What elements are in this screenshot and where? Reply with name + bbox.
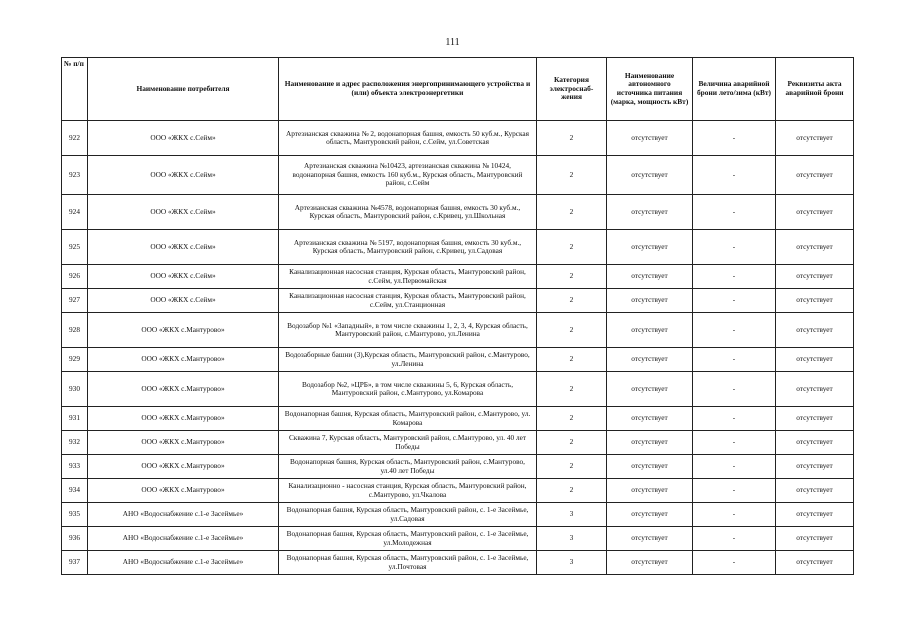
cell-act: отсутствует: [776, 348, 854, 372]
cell-source: отсутствует: [607, 479, 693, 503]
cell-source: отсутствует: [607, 455, 693, 479]
cell-source: отсутствует: [607, 230, 693, 265]
cell-num: 937: [62, 551, 88, 575]
cell-act: отсутствует: [776, 455, 854, 479]
cell-consumer: ООО «ЖКХ с.Мантурово»: [88, 348, 279, 372]
cell-source: отсутствует: [607, 195, 693, 230]
cell-consumer: АНО «Водоснабжение с.1-е Засеймье»: [88, 551, 279, 575]
header-consumer: Наименование потребителя: [88, 58, 279, 121]
cell-num: 935: [62, 503, 88, 527]
cell-act: отсутствует: [776, 431, 854, 455]
cell-reserve: -: [693, 348, 776, 372]
table-row: [62, 503, 854, 527]
cell-reserve: -: [693, 156, 776, 195]
cell-category: 3: [537, 527, 607, 551]
cell-address: Артезианская скважина № 2, водонапорная башня, емкость 50 куб.м., Курская область, Мантуровский район, с.Сейм, ул.Советская: [279, 121, 537, 156]
cell-category: 2: [537, 289, 607, 313]
header-object: Наименование и адрес расположения энергопринимающего устройства и (или) объекта электроэнергетики: [279, 58, 537, 121]
cell-category: 2: [537, 265, 607, 289]
cell-consumer: ООО «ЖКХ с.Мантурово»: [88, 455, 279, 479]
cell-category: 2: [537, 195, 607, 230]
cell-category: 2: [537, 455, 607, 479]
cell-category: 2: [537, 372, 607, 407]
cell-num: 929: [62, 348, 88, 372]
table-row: [62, 156, 854, 195]
cell-act: отсутствует: [776, 265, 854, 289]
header-act: Реквизиты акта аварийной брони: [776, 58, 854, 121]
cell-address: Водозабор №1 «Западный», в том числе скважины 1, 2, 3, 4, Курская область, Мантуровский район, с.Мантурово, ул.Ленина: [279, 313, 537, 348]
cell-address: Канализационно - насосная станция, Курская область, Мантуровский район, с.Мантурово, ул.Чкалова: [279, 479, 537, 503]
cell-reserve: -: [693, 230, 776, 265]
cell-num: 931: [62, 407, 88, 431]
cell-act: отсутствует: [776, 156, 854, 195]
table-row: [62, 372, 854, 407]
cell-source: отсутствует: [607, 372, 693, 407]
cell-act: отсутствует: [776, 407, 854, 431]
table-row: [62, 265, 854, 289]
cell-consumer: ООО «ЖКХ с.Сейм»: [88, 156, 279, 195]
header-reserve: Величина аварийной брони лето/зима (кВт): [693, 58, 776, 121]
cell-num: 925: [62, 230, 88, 265]
cell-reserve: -: [693, 372, 776, 407]
table-row: [62, 527, 854, 551]
cell-num: 926: [62, 265, 88, 289]
cell-source: отсутствует: [607, 289, 693, 313]
table-row: [62, 479, 854, 503]
cell-address: Водозабор №2, »ЦРБ», в том числе скважины 5, 6, Курская область, Мантуровский район, с.Мантурово, ул.Комарова: [279, 372, 537, 407]
cell-num: 933: [62, 455, 88, 479]
cell-source: отсутствует: [607, 551, 693, 575]
cell-address: Артезианская скважина № 5197, водонапорная башня, емкость 30 куб.м., Курская область, Мантуровский район, с.Кривец, ул.Садовая: [279, 230, 537, 265]
cell-act: отсутствует: [776, 527, 854, 551]
page-number: 111: [445, 37, 460, 48]
cell-reserve: -: [693, 479, 776, 503]
cell-category: 3: [537, 503, 607, 527]
cell-consumer: ООО «ЖКХ с.Сейм»: [88, 121, 279, 156]
cell-num: 928: [62, 313, 88, 348]
cell-address: Водонапорная башня, Курская область, Мантуровский район, с. 1-е Засеймье, ул.Молодежная: [279, 527, 537, 551]
cell-num: 934: [62, 479, 88, 503]
table-row: [62, 348, 854, 372]
cell-num: 930: [62, 372, 88, 407]
cell-address: Скважина 7, Курская область, Мантуровский район, с.Мантурово, ул. 40 лет Победы: [279, 431, 537, 455]
cell-reserve: -: [693, 195, 776, 230]
cell-consumer: ООО «ЖКХ с.Мантурово»: [88, 372, 279, 407]
cell-source: отсутствует: [607, 313, 693, 348]
table-row: [62, 121, 854, 156]
cell-act: отсутствует: [776, 313, 854, 348]
cell-consumer: ООО «ЖКХ с.Мантурово»: [88, 479, 279, 503]
cell-category: 2: [537, 431, 607, 455]
table-row: [62, 455, 854, 479]
cell-reserve: -: [693, 289, 776, 313]
cell-num: 924: [62, 195, 88, 230]
cell-source: отсутствует: [607, 156, 693, 195]
cell-consumer: ООО «ЖКХ с.Сейм»: [88, 230, 279, 265]
cell-reserve: -: [693, 527, 776, 551]
header-category: Категория электроснаб-жения: [537, 58, 607, 121]
cell-category: 2: [537, 407, 607, 431]
cell-act: отсутствует: [776, 195, 854, 230]
cell-category: 2: [537, 156, 607, 195]
cell-consumer: ООО «ЖКХ с.Мантурово»: [88, 407, 279, 431]
cell-act: отсутствует: [776, 372, 854, 407]
cell-category: 2: [537, 121, 607, 156]
cell-act: отсутствует: [776, 479, 854, 503]
cell-act: отсутствует: [776, 503, 854, 527]
table-body: [62, 121, 854, 575]
cell-category: 3: [537, 551, 607, 575]
cell-reserve: -: [693, 121, 776, 156]
table-row: [62, 195, 854, 230]
table-row: [62, 289, 854, 313]
cell-address: Водонапорная башня, Курская область, Мантуровский район, с.Мантурово, ул.40 лет Победы: [279, 455, 537, 479]
cell-address: Водонапорная башня, Курская область, Мантуровский район, с. 1-е Засеймье, ул.Почтовая: [279, 551, 537, 575]
cell-reserve: -: [693, 503, 776, 527]
cell-act: отсутствует: [776, 230, 854, 265]
table-row: [62, 313, 854, 348]
cell-address: Канализационная насосная станция, Курская область, Мантуровский район, с.Сейм, ул.Первомайская: [279, 265, 537, 289]
cell-num: 936: [62, 527, 88, 551]
cell-address: Артезианская скважина №10423, артезианская скважина № 10424, водонапорная башня, емкость 160 куб.м., Курская область, Мантуровский район, с.Сейм: [279, 156, 537, 195]
table-row: [62, 551, 854, 575]
cell-source: отсутствует: [607, 265, 693, 289]
cell-category: 2: [537, 313, 607, 348]
cell-num: 923: [62, 156, 88, 195]
cell-source: отсутствует: [607, 121, 693, 156]
cell-address: Канализационная насосная станция, Курская область, Мантуровский район, с.Сейм, ул.Станционная: [279, 289, 537, 313]
registry-table: [61, 57, 854, 575]
cell-consumer: ООО «ЖКХ с.Сейм»: [88, 289, 279, 313]
cell-consumer: ООО «ЖКХ с.Мантурово»: [88, 431, 279, 455]
cell-num: 932: [62, 431, 88, 455]
header-num: № п/п: [62, 58, 88, 121]
table-header: [62, 58, 854, 121]
header-source: Наименование автономного источника питания (марка, мощность кВт): [607, 58, 693, 121]
cell-address: Водонапорная башня, Курская область, Мантуровский район, с. 1-е Засеймье, ул.Садовая: [279, 503, 537, 527]
cell-category: 2: [537, 479, 607, 503]
cell-consumer: АНО «Водоснабжение с.1-е Засеймье»: [88, 527, 279, 551]
cell-act: отсутствует: [776, 551, 854, 575]
cell-source: отсутствует: [607, 431, 693, 455]
cell-address: Артезианская скважина №4578, водонапорная башня, емкость 30 куб.м., Курская область, Мантуровский район, с.Кривец, ул.Школьная: [279, 195, 537, 230]
cell-address: Водонапорная башня, Курская область, Мантуровский район, с.Мантурово, ул. Комарова: [279, 407, 537, 431]
cell-reserve: -: [693, 265, 776, 289]
cell-reserve: -: [693, 455, 776, 479]
cell-source: отсутствует: [607, 348, 693, 372]
table-row: [62, 407, 854, 431]
cell-category: 2: [537, 348, 607, 372]
cell-address: Водозаборные башни (3),Курская область, Мантуровский район, с.Мантурово, ул.Ленина: [279, 348, 537, 372]
cell-num: 927: [62, 289, 88, 313]
cell-reserve: -: [693, 431, 776, 455]
cell-source: отсутствует: [607, 407, 693, 431]
cell-source: отсутствует: [607, 527, 693, 551]
cell-num: 922: [62, 121, 88, 156]
cell-source: отсутствует: [607, 503, 693, 527]
cell-reserve: -: [693, 313, 776, 348]
cell-consumer: ООО «ЖКХ с.Мантурово»: [88, 313, 279, 348]
cell-category: 2: [537, 230, 607, 265]
cell-consumer: ООО «ЖКХ с.Сейм»: [88, 195, 279, 230]
cell-reserve: -: [693, 407, 776, 431]
table-row: [62, 230, 854, 265]
cell-reserve: -: [693, 551, 776, 575]
cell-consumer: ООО «ЖКХ с.Сейм»: [88, 265, 279, 289]
cell-consumer: АНО «Водоснабжение с.1-е Засеймье»: [88, 503, 279, 527]
cell-act: отсутствует: [776, 289, 854, 313]
cell-act: отсутствует: [776, 121, 854, 156]
header-row: [62, 58, 854, 121]
table-row: [62, 431, 854, 455]
